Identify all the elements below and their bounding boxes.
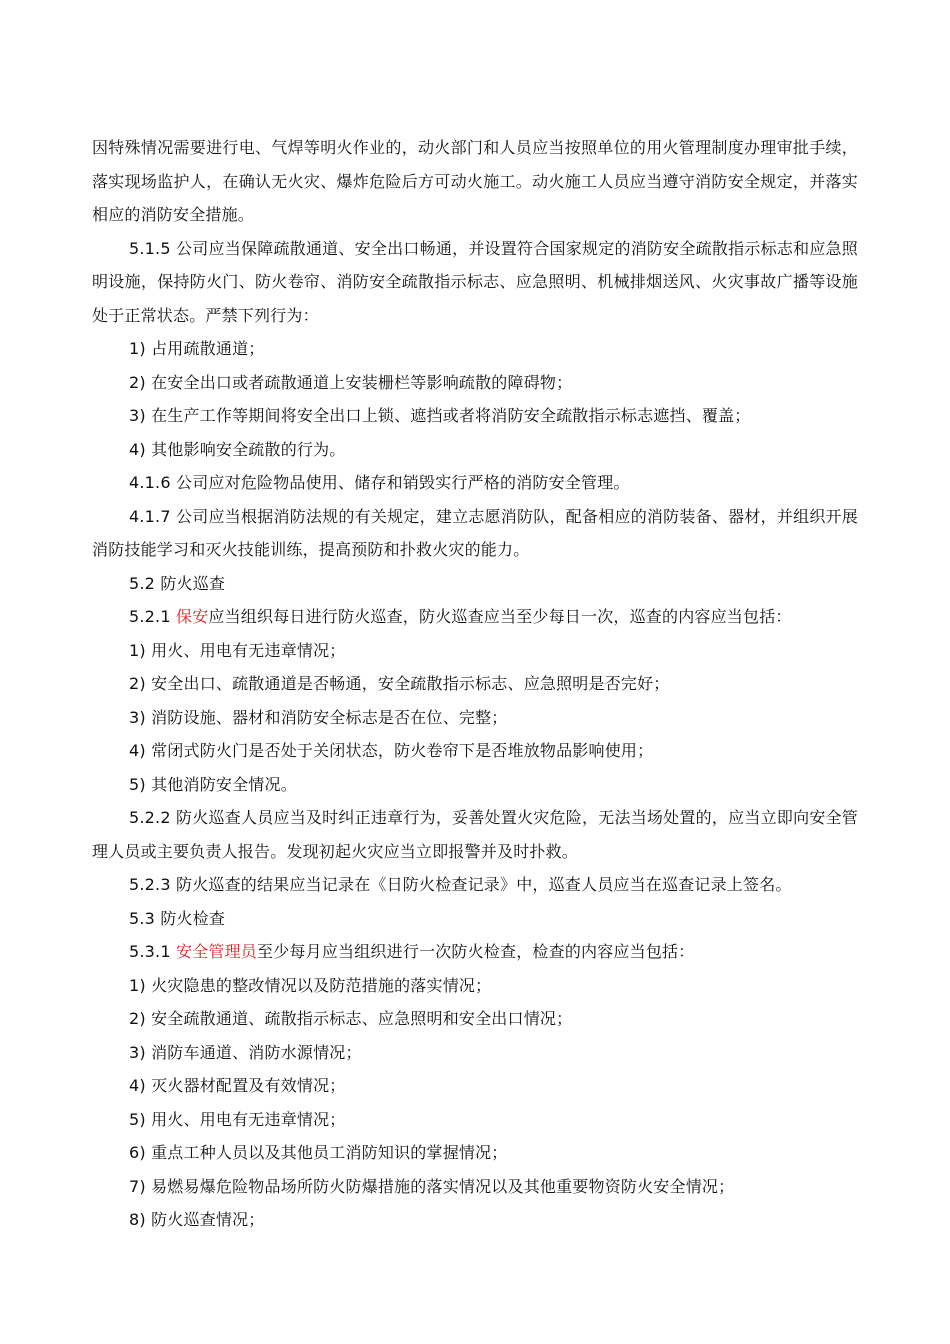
highlighted-text: 保安 [176,607,209,626]
paragraph-text: 4.1.6 公司应对危险物品使用、储存和销毁实行严格的消防安全管理。 [129,473,630,492]
paragraph-text: 1) 火灾隐患的整改情况以及防范措施的落实情况； [129,975,492,995]
paragraph [92,232,858,333]
paragraph [92,366,858,400]
paragraph-text: 4) 常闭式防火门是否处于关闭状态，防火卷帘下是否堆放物品影响使用； [129,741,654,760]
paragraph [92,868,858,902]
paragraph [92,902,858,936]
document-body [92,131,858,1237]
paragraph-text: 3) 消防设施、器材和消防安全标志是否在位、完整； [129,707,508,727]
paragraph [92,801,858,868]
paragraph-text: 5.2.1 [129,607,176,626]
paragraph-text: 4.1.7 公司应当根据消防法规的有关规定，建立志愿消防队，配备相应的消防装备、器材，并组织开展消防技能学习和灭火技能训练，提高预防和扑救火灾的能力。 [92,506,858,559]
paragraph-text: 2) 在安全出口或者疏散通道上安装栅栏等影响疏散的障碍物； [129,372,573,392]
paragraph-text: 应当组织每日进行防火巡查，防火巡查应当至少每日一次，巡查的内容应当包括： [208,607,792,626]
paragraph-text: 1) 占用疏散通道； [129,339,265,358]
paragraph [92,131,858,232]
paragraph-text: 5.1.5 公司应当保障疏散通道、安全出口畅通，并设置符合国家规定的消防安全疏散指示标志和应急照明设施，保持防火门、防火卷帘、消防安全疏散指示标志、应急照明、机械排烟送风、火灾事故广播等设施处于正常状态。严禁下列行为： [92,238,858,325]
paragraph-text: 2) 安全出口、疏散通道是否畅通，安全疏散指示标志、应急照明是否完好； [129,674,670,693]
paragraph-text: 5.2.3 防火巡查的结果应当记录在《日防火检查记录》中，巡查人员应当在巡查记录上签名。 [129,875,792,894]
paragraph [92,332,858,366]
paragraph-text: 5.3.1 [129,942,176,961]
paragraph-text: 2) 安全疏散通道、疏散指示标志、应急照明和安全出口情况； [129,1009,573,1028]
paragraph-text: 5.2 防火巡查 [129,573,226,593]
paragraph [92,567,858,601]
paragraph-text: 5) 其他消防安全情况。 [129,774,297,794]
paragraph [92,1136,858,1170]
paragraph [92,433,858,467]
paragraph-text: 5.3 防火检查 [129,908,226,928]
paragraph [92,701,858,735]
paragraph-text: 3) 消防车通道、消防水源情况； [129,1042,362,1062]
paragraph-text: 4) 灭火器材配置及有效情况； [129,1076,346,1095]
paragraph-text: 5) 用火、用电有无违章情况； [129,1109,346,1129]
paragraph-text: 1) 用火、用电有无违章情况； [129,640,346,660]
paragraph [92,500,858,567]
paragraph [92,1069,858,1103]
paragraph [92,399,858,433]
paragraph [92,634,858,668]
paragraph-text: 8) 防火巡查情况； [129,1210,265,1229]
paragraph-text: 5.2.2 防火巡查人员应当及时纠正违章行为，妥善处置火灾危险，无法当场处置的，应当立即向安全管理人员或主要负责人报告。发现初起火灾应当立即报警并及时扑救。 [92,808,858,861]
paragraph [92,1170,858,1204]
paragraph-text: 至少每月应当组织进行一次防火检查，检查的内容应当包括： [257,942,695,961]
paragraph-text: 7) 易燃易爆危险物品场所防火防爆措施的落实情况以及其他重要物资防火安全情况； [129,1176,735,1196]
paragraph [92,935,858,969]
paragraph [92,600,858,634]
paragraph-text: 因特殊情况需要进行电、气焊等明火作业的，动火部门和人员应当按照单位的用火管理制度办理审批手续，落实现场监护人，在确认无火灾、爆炸危险后方可动火施工。动火施工人员应当遵守消防安全规定，并落实相应的消防安全措施。 [92,138,858,224]
highlighted-text: 安全管理员 [176,942,258,961]
paragraph-text: 3) 在生产工作等期间将安全出口上锁、遮挡或者将消防安全疏散指示标志遮挡、覆盖； [129,406,751,425]
paragraph [92,1103,858,1137]
paragraph [92,667,858,701]
paragraph [92,969,858,1003]
paragraph [92,1002,858,1036]
paragraph-text: 4) 其他影响安全疏散的行为。 [129,439,346,459]
paragraph [92,466,858,500]
paragraph [92,768,858,802]
paragraph [92,734,858,768]
paragraph [92,1036,858,1070]
paragraph-text: 6) 重点工种人员以及其他员工消防知识的掌握情况； [129,1143,508,1162]
paragraph [92,1203,858,1237]
